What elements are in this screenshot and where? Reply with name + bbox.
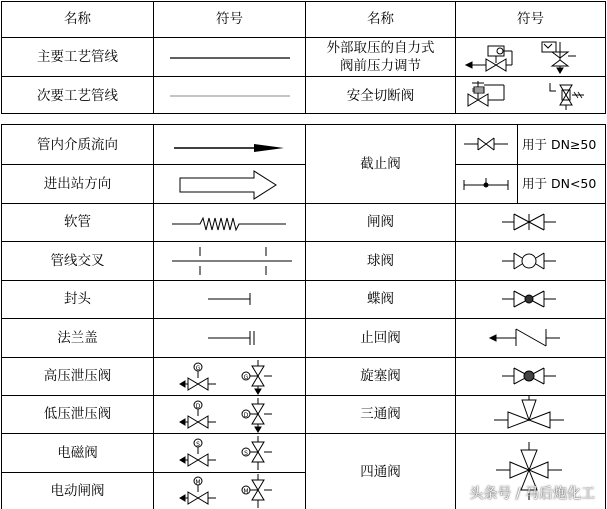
label-ball-valve: 球阀 bbox=[367, 253, 394, 269]
label-high-pressure-relief: 高压泄压阀 bbox=[43, 368, 112, 384]
self-acting-regulator-icon bbox=[456, 38, 605, 76]
valve-letter-g-2: G bbox=[243, 374, 249, 381]
flow-arrow-icon bbox=[154, 125, 305, 165]
label-check-valve: 止回阀 bbox=[360, 330, 401, 346]
globe-valve-large-icon bbox=[456, 125, 517, 165]
globe-valve-small-icon bbox=[456, 165, 517, 203]
low-pressure-relief-icon bbox=[154, 396, 305, 433]
safety-shutoff-valve-icon bbox=[456, 77, 605, 113]
label-secondary-process-line: 次要工艺管线 bbox=[37, 88, 118, 104]
label-solenoid-valve: 电磁阀 bbox=[57, 445, 98, 461]
header-symbol-2: 符号 bbox=[517, 11, 544, 27]
header-name-2: 名称 bbox=[367, 11, 394, 27]
note-dn-ge-50: 用于 DN≥50 bbox=[522, 137, 597, 152]
note-dn-lt-50: 用于 DN<50 bbox=[522, 176, 597, 191]
label-main-process-line: 主要工艺管线 bbox=[37, 49, 118, 65]
station-direction-arrow-icon bbox=[154, 165, 305, 203]
hose-icon bbox=[154, 204, 305, 241]
label-plug-valve: 旋塞阀 bbox=[360, 368, 401, 384]
three-way-valve-icon bbox=[456, 396, 605, 433]
check-valve-icon bbox=[456, 319, 605, 357]
header-symbol-1: 符号 bbox=[216, 11, 243, 27]
end-cap-icon bbox=[154, 281, 305, 318]
label-four-way-valve: 四通阀 bbox=[360, 464, 401, 480]
label-line-crossing: 管线交叉 bbox=[50, 253, 105, 269]
valve-letter-s-1: S bbox=[196, 441, 200, 448]
label-butterfly-valve: 蝶阀 bbox=[367, 291, 394, 307]
gate-valve-icon bbox=[456, 204, 605, 241]
valve-letter-d-2: D bbox=[243, 412, 249, 419]
blind-flange-icon bbox=[154, 319, 305, 357]
ball-valve-icon bbox=[456, 242, 605, 280]
high-pressure-relief-icon bbox=[154, 358, 305, 395]
label-three-way-valve: 三通阀 bbox=[360, 406, 401, 422]
solenoid-valve-icon bbox=[154, 434, 305, 472]
motor-gate-valve-icon bbox=[154, 473, 305, 509]
label-flow-direction: 管内介质流向 bbox=[37, 137, 118, 153]
valve-letter-d-1: D bbox=[195, 403, 201, 410]
valve-letter-s-2: S bbox=[244, 450, 248, 457]
label-gate-valve: 闸阀 bbox=[367, 214, 394, 230]
line-crossing-icon bbox=[154, 242, 305, 280]
valve-letter-m-2: M bbox=[243, 488, 249, 495]
valve-letter-g-1: G bbox=[195, 365, 201, 372]
plug-valve-icon bbox=[456, 358, 605, 395]
watermark: 头条号 / 马后炮化工 bbox=[469, 486, 595, 502]
label-hose: 软管 bbox=[64, 214, 91, 230]
label-blind-flange: 法兰盖 bbox=[57, 330, 98, 346]
label-self-acting-regulator: 外部取压的自力式 阀前压力调节 bbox=[326, 40, 435, 74]
butterfly-valve-icon bbox=[456, 281, 605, 318]
secondary-line-icon bbox=[154, 77, 305, 113]
label-globe-valve: 截止阀 bbox=[360, 156, 401, 172]
label-motor-gate-valve: 电动闸阀 bbox=[50, 483, 105, 499]
header-name-1: 名称 bbox=[64, 11, 91, 27]
main-line-icon bbox=[154, 38, 305, 76]
label-station-direction: 进出站方向 bbox=[43, 176, 112, 192]
label-low-pressure-relief: 低压泄压阀 bbox=[43, 406, 112, 422]
label-end-cap: 封头 bbox=[64, 291, 91, 307]
label-safety-shutoff-valve: 安全切断阀 bbox=[346, 88, 415, 104]
valve-letter-m-1: M bbox=[195, 479, 201, 486]
